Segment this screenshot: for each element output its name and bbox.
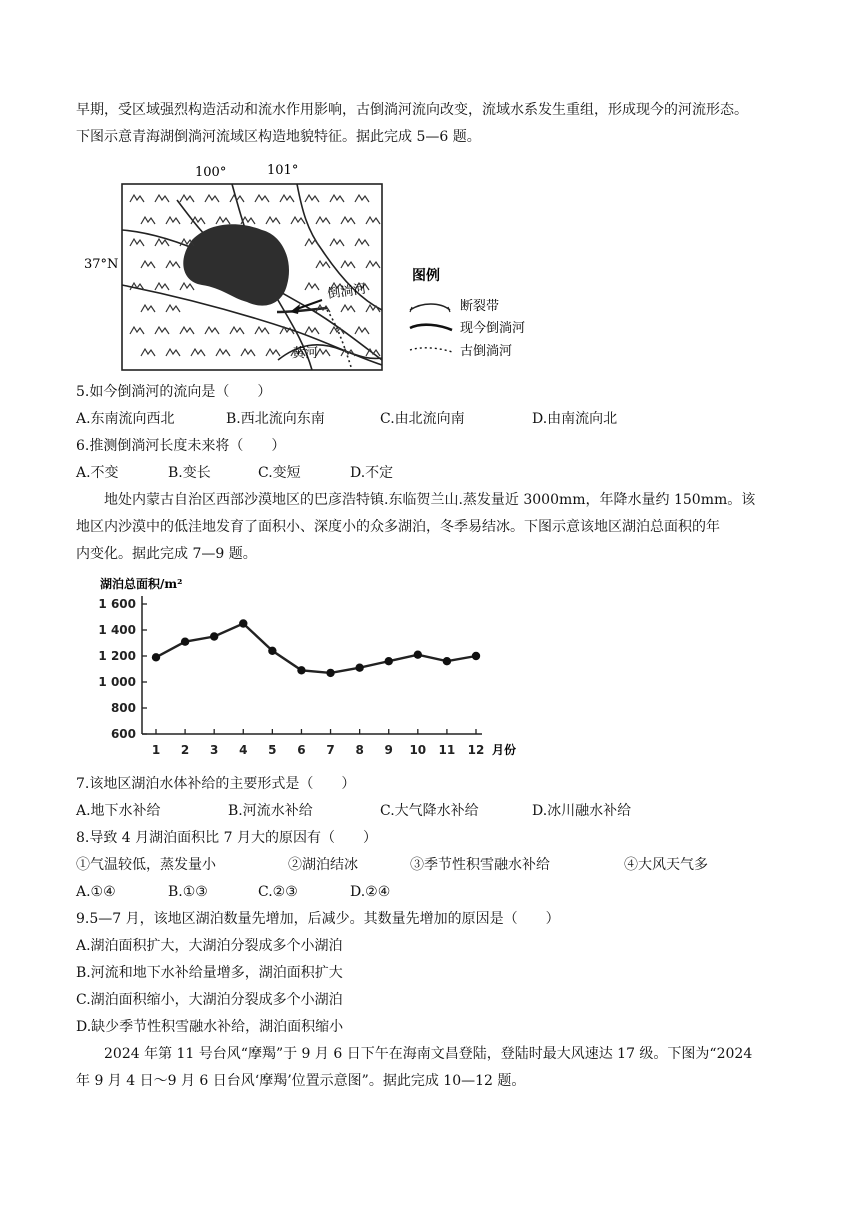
legend-fault-label: 断裂带	[460, 299, 500, 314]
mountain-icon	[266, 217, 280, 224]
mountain-icon	[341, 261, 355, 268]
chart-xlabel: 月份	[492, 743, 517, 757]
chart-y-tick-label: 600	[110, 727, 136, 741]
chart-y-tick-label: 1 200	[98, 649, 136, 663]
chart-data-point	[414, 651, 422, 659]
chart-x-tick-label: 9	[384, 743, 393, 757]
mountain-icon	[366, 261, 380, 268]
chart-data-point	[385, 657, 393, 665]
chart-data-point	[181, 638, 189, 646]
intro2-line1: 地处内蒙古自治区西部沙漠地区的巴彦浩特镇.东临贺兰山.蒸发量近 3000mm，年降水量约 150mm。该	[104, 492, 756, 508]
mountain-icon	[155, 239, 169, 246]
chart-x-tick-label: 11	[438, 743, 456, 757]
q8-statements	[76, 855, 708, 875]
q8-stem: 8.导致 4 月湖泊面积比 7 月大的原因有（ ）	[76, 830, 377, 846]
chart-data-point	[297, 666, 305, 674]
q8-statement-4: ④大风天气多	[624, 857, 708, 873]
q5-option-c[interactable]: C.由北流向南	[380, 411, 465, 427]
mountain-icon	[155, 327, 169, 334]
intro2-line3: 内变化。据此完成 7—9 题。	[76, 546, 257, 562]
chart-x-tick-label: 7	[326, 743, 335, 757]
chart-y-tick-label: 1 000	[98, 675, 136, 689]
q8-option-b[interactable]: B.①③	[168, 884, 208, 900]
mountain-icon	[330, 195, 344, 202]
mountain-icon	[291, 217, 305, 224]
q6-options	[76, 463, 393, 483]
mountain-icon	[155, 283, 169, 290]
chart-x-tick-label: 1	[151, 743, 161, 757]
chart-x-tick-label: 6	[297, 743, 306, 757]
mountain-icon	[355, 239, 369, 246]
q8-options	[76, 882, 390, 902]
qinghai-lake-shape	[183, 224, 289, 305]
chart-data-point	[472, 652, 480, 660]
chart-data-point	[268, 647, 276, 655]
q8-option-d[interactable]: D.②④	[350, 884, 391, 900]
legend-ancient-label: 古倒淌河	[460, 344, 513, 359]
mountain-icon	[141, 305, 155, 312]
q6-stem: 6.推测倒淌河长度未来将（ ）	[76, 438, 286, 454]
mountain-icon	[341, 217, 355, 224]
mountain-icon	[130, 239, 144, 246]
intro1-line2: 下图示意青海湖倒淌河流域区构造地貌特征。据此完成 5—6 题。	[76, 129, 481, 145]
q5-option-d[interactable]: D.由南流向北	[532, 411, 618, 427]
mountain-icon	[180, 327, 194, 334]
chart-data-point	[443, 657, 451, 665]
chart-ylabel: 湖泊总面积/m²	[100, 577, 183, 591]
legend-title: 图例	[412, 268, 440, 284]
q7-option-c[interactable]: C.大气降水补给	[380, 803, 479, 819]
q6-option-c[interactable]: C.变短	[258, 465, 301, 481]
mountain-icon	[191, 217, 205, 224]
mountain-icon	[241, 349, 255, 356]
chart-data-point	[239, 619, 247, 627]
q8-option-c[interactable]: C.②③	[258, 884, 298, 900]
q5-options	[76, 409, 617, 429]
q7-option-d[interactable]: D.冰川融水补给	[532, 803, 632, 819]
intro3-line2: 年 9 月 4 日～9 月 6 日台风‘摩羯’位置示意图”。据此完成 10—12 题。	[76, 1073, 526, 1089]
chart-data-point	[210, 632, 218, 640]
q8-statement-1: ①气温较低，蒸发量小	[76, 857, 216, 873]
mountain-icon	[180, 195, 194, 202]
q9-option-a[interactable]: A.湖泊面积扩大，大湖泊分裂成多个小湖泊	[76, 938, 343, 954]
mountain-icon	[130, 195, 144, 202]
chart-data-point	[326, 669, 334, 677]
mountain-icon	[180, 283, 194, 290]
q7-stem: 7.该地区湖泊水体补给的主要形式是（ ）	[76, 776, 356, 792]
lat-37-label: 37°N	[84, 257, 119, 272]
mountain-icon	[216, 349, 230, 356]
mountain-icon	[330, 239, 344, 246]
legend-current-symbol	[410, 325, 452, 330]
chart-x-tick-label: 10	[409, 743, 427, 757]
mountain-icon	[191, 349, 205, 356]
q5-option-b[interactable]: B.西北流向东南	[226, 411, 325, 427]
q5-option-a[interactable]: A.东南流向西北	[76, 411, 175, 427]
q9-option-c[interactable]: C.湖泊面积缩小，大湖泊分裂成多个小湖泊	[76, 992, 343, 1008]
mountain-icon	[230, 327, 244, 334]
intro3-line1: 2024 年第 11 号台风“摩羯”于 9 月 6 日下午在海南文昌登陆，登陆时最大风速达 17 级。下图为“2024	[104, 1046, 753, 1062]
mountain-icon	[166, 261, 180, 268]
mountain-icon	[305, 327, 319, 334]
mountain-icon	[355, 327, 369, 334]
mountain-icon	[205, 327, 219, 334]
chart-y-tick-label: 1 600	[98, 597, 136, 611]
chart-series-line	[156, 624, 476, 673]
mountain-icon	[255, 195, 269, 202]
chart-data-point	[355, 664, 363, 672]
chart-x-tick-label: 3	[210, 743, 219, 757]
q7-options	[76, 801, 631, 821]
mountain-icon	[366, 217, 380, 224]
mountain-icon	[166, 349, 180, 356]
q8-statement-2: ②湖泊结冰	[288, 857, 358, 873]
q7-option-b[interactable]: B.河流水补给	[228, 803, 313, 819]
mountain-icon	[141, 261, 155, 268]
lake-area-chart	[84, 574, 536, 766]
intro2-line2: 地区内沙漠中的低洼地发育了面积小、深度小的众多湖泊，冬季易结冰。下图示意该地区湖泊总面积的年	[76, 519, 720, 535]
mountain-icon	[305, 239, 319, 246]
q8-option-a[interactable]: A.①④	[76, 884, 116, 900]
lon-100-label: 100°	[195, 165, 227, 180]
q6-option-a[interactable]: A.不变	[76, 465, 119, 481]
mountain-icon	[141, 217, 155, 224]
mountain-icon	[341, 305, 355, 312]
legend-ancient-symbol	[410, 348, 452, 352]
q8-statement-3: ③季节性积雪融水补给	[410, 857, 550, 873]
mountain-icon	[216, 217, 230, 224]
lon-101-label: 101°	[267, 163, 299, 178]
mountain-icon	[305, 195, 319, 202]
mountain-icon	[255, 327, 269, 334]
mountain-icon	[166, 217, 180, 224]
chart-y-tick-label: 800	[110, 701, 136, 715]
mountain-icon	[355, 195, 369, 202]
mountain-icon	[205, 195, 219, 202]
chart-x-tick-label: 5	[268, 743, 277, 757]
chart-x-tick-label: 8	[355, 743, 364, 757]
river-label: 倒淌河	[326, 281, 368, 302]
q9-stem: 9.5—7 月，该地区湖泊数量先增加，后减少。其数量先增加的原因是（ ）	[76, 911, 560, 927]
mountain-icon	[155, 195, 169, 202]
mountain-icon	[130, 327, 144, 334]
mountain-icon	[230, 195, 244, 202]
mountain-icon	[316, 349, 330, 356]
mountain-icon	[316, 217, 330, 224]
mountain-icon	[316, 261, 330, 268]
q6-option-b[interactable]: B.变长	[168, 465, 211, 481]
chart-x-tick-label: 12	[467, 743, 485, 757]
mountain-icon	[280, 195, 294, 202]
mountain-icon	[266, 349, 280, 356]
q5-stem: 5.如今倒淌河的流向是（ ）	[76, 384, 272, 400]
legend-fault-symbol	[410, 304, 450, 310]
mountain-icon	[366, 305, 380, 312]
mountain-icon	[305, 283, 319, 290]
q7-option-a[interactable]: A.地下水补给	[76, 803, 161, 819]
chart-x-tick-label: 4	[239, 743, 248, 757]
chart-x-tick-label: 2	[180, 743, 190, 757]
mountain-icon	[166, 305, 180, 312]
q9-option-d[interactable]: D.缺少季节性积雪融水补给，湖泊面积缩小	[76, 1019, 344, 1035]
q6-option-d[interactable]: D.不定	[350, 465, 394, 481]
q9-option-b[interactable]: B.河流和地下水补给量增多，湖泊面积扩大	[76, 965, 343, 981]
mountain-icon	[141, 349, 155, 356]
intro1-line1: 早期，受区域强烈构造活动和流水作用影响，古倒淌河流向改变，流域水系发生重组，形成现今的河流形态。	[76, 102, 748, 118]
chart-y-tick-label: 1 400	[98, 623, 136, 637]
tectonic-landform-map	[82, 160, 552, 372]
legend-current-label: 现今倒淌河	[460, 321, 526, 336]
yellow-river-label: 黄河	[292, 346, 319, 361]
ancient-river-line	[327, 310, 352, 370]
chart-data-point	[152, 653, 160, 661]
